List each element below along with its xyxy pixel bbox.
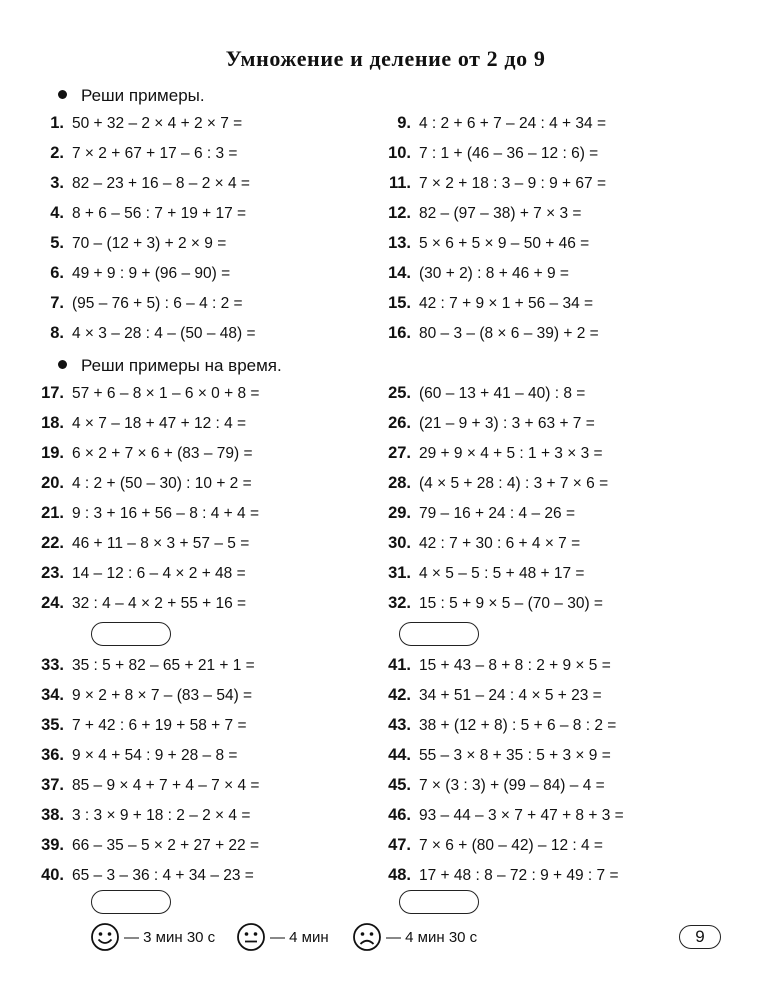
exercise-expression: 93 – 44 – 3 × 7 + 47 + 8 + 3 = [419, 807, 624, 824]
exercise-expression: 4 × 7 – 18 + 47 + 12 : 4 = [72, 415, 247, 432]
exercise-row [381, 775, 605, 796]
exercise-number: 33. [41, 656, 64, 674]
exercise-number: 40. [41, 866, 64, 884]
exercise-number: 14. [388, 264, 411, 282]
exercise-expression: 7 × 2 + 18 : 3 – 9 : 9 + 67 = [419, 175, 607, 192]
exercise-number: 38. [41, 806, 64, 824]
exercise-number: 43. [388, 716, 411, 734]
exercise-number: 29. [388, 504, 411, 522]
exercise-number: 47. [388, 836, 411, 854]
time-answer-box[interactable] [91, 622, 171, 646]
exercise-expression: (30 + 2) : 8 + 46 + 9 = [419, 265, 569, 282]
exercise-row [381, 293, 593, 314]
exercise-expression: 7 + 42 : 6 + 19 + 58 + 7 = [72, 717, 247, 734]
exercise-number: 45. [388, 776, 411, 794]
exercise-expression: 79 – 16 + 24 : 4 – 26 = [419, 505, 575, 522]
exercise-number: 5. [50, 234, 64, 252]
exercise-row [381, 503, 575, 524]
exercise-number: 26. [388, 414, 411, 432]
exercise-row [34, 835, 259, 856]
exercise-number: 28. [388, 474, 411, 492]
exercise-number: 20. [41, 474, 64, 492]
rating-label: — 3 мин 30 с [124, 929, 216, 946]
exercise-number: 11. [388, 174, 411, 192]
exercise-number: 4. [50, 204, 64, 222]
exercise-expression: 7 × 2 + 67 + 17 – 6 : 3 = [72, 145, 238, 162]
exercise-expression: 55 – 3 × 8 + 35 : 5 + 3 × 9 = [419, 747, 611, 764]
exercise-row [34, 593, 246, 614]
exercise-number: 12. [388, 204, 411, 222]
exercise-row [34, 745, 237, 766]
exercise-expression: 7 × 6 + (80 – 42) – 12 : 4 = [419, 837, 603, 854]
bullet-icon [58, 360, 67, 369]
exercise-expression: 14 – 12 : 6 – 4 × 2 + 48 = [72, 565, 246, 582]
exercise-row [34, 113, 242, 134]
exercise-number: 31. [388, 564, 411, 582]
exercise-row [381, 533, 580, 554]
exercise-row [34, 323, 256, 344]
exercise-row [381, 233, 589, 254]
rating-label: — 4 мин [270, 929, 329, 946]
exercise-expression: 49 + 9 : 9 + (96 – 90) = [72, 265, 231, 282]
page-number: 9 [679, 925, 721, 949]
bullet-icon [58, 90, 67, 99]
exercise-number: 30. [388, 534, 411, 552]
exercise-number: 24. [41, 594, 64, 612]
exercise-expression: 65 – 3 – 36 : 4 + 34 – 23 = [72, 867, 254, 884]
exercise-expression: 50 + 32 – 2 × 4 + 2 × 7 = [72, 115, 243, 132]
exercise-expression: 66 – 35 – 5 × 2 + 27 + 22 = [72, 837, 260, 854]
rating-label: — 4 мин 30 с [386, 929, 478, 946]
instruction-text: Реши примеры на время. [81, 356, 282, 375]
exercise-expression: 4 : 2 + (50 – 30) : 10 + 2 = [72, 475, 252, 492]
exercise-number: 39. [41, 836, 64, 854]
exercise-expression: 29 + 9 × 4 + 5 : 1 + 3 × 3 = [419, 445, 603, 462]
exercise-expression: 42 : 7 + 30 : 6 + 4 × 7 = [419, 535, 581, 552]
exercise-expression: 46 + 11 – 8 × 3 + 57 – 5 = [72, 535, 250, 552]
exercise-expression: (95 – 76 + 5) : 6 – 4 : 2 = [72, 295, 243, 312]
exercise-number: 8. [50, 324, 64, 342]
exercise-row [34, 443, 253, 464]
exercise-row [34, 805, 250, 826]
exercise-row [34, 233, 226, 254]
exercise-expression: 8 + 6 – 56 : 7 + 19 + 17 = [72, 205, 247, 222]
exercise-expression: 80 – 3 – (8 × 6 – 39) + 2 = [419, 325, 599, 342]
exercise-row [381, 323, 599, 344]
exercise-expression: 9 : 3 + 16 + 56 – 8 : 4 + 4 = [72, 505, 260, 522]
exercise-number: 1. [50, 114, 64, 132]
exercise-row [34, 203, 246, 224]
exercise-row [34, 715, 247, 736]
exercise-expression: 42 : 7 + 9 × 1 + 56 – 34 = [419, 295, 594, 312]
exercise-number: 2. [50, 144, 64, 162]
exercise-number: 22. [41, 534, 64, 552]
exercise-expression: 15 + 43 – 8 + 8 : 2 + 9 × 5 = [419, 657, 611, 674]
exercise-expression: 32 : 4 – 4 × 2 + 55 + 16 = [72, 595, 247, 612]
exercise-row [34, 563, 246, 584]
exercise-expression: 4 × 5 – 5 : 5 + 48 + 17 = [419, 565, 585, 582]
exercise-expression: 7 : 1 + (46 – 36 – 12 : 6) = [419, 145, 599, 162]
exercise-row [381, 263, 569, 284]
exercise-row [34, 263, 230, 284]
exercise-row [34, 413, 246, 434]
exercise-number: 25. [388, 384, 411, 402]
exercise-number: 34. [41, 686, 64, 704]
exercise-number: 16. [388, 324, 411, 342]
exercise-expression: (4 × 5 + 28 : 4) : 3 + 7 × 6 = [419, 475, 609, 492]
exercise-row [34, 775, 259, 796]
exercise-number: 27. [388, 444, 411, 462]
exercise-number: 44. [388, 746, 411, 764]
exercise-number: 19. [41, 444, 64, 462]
exercise-row [381, 203, 581, 224]
page-title: Умножение и деление от 2 до 9 [225, 46, 546, 71]
exercise-expression: 9 × 2 + 8 × 7 – (83 – 54) = [72, 687, 253, 704]
exercise-expression: 4 : 2 + 6 + 7 – 24 : 4 + 34 = [419, 115, 607, 132]
exercise-number: 3. [50, 174, 64, 192]
exercise-number: 18. [41, 414, 64, 432]
exercise-number: 48. [388, 866, 411, 884]
exercise-row [381, 443, 603, 464]
exercise-row [381, 383, 585, 404]
exercise-expression: 6 × 2 + 7 × 6 + (83 – 79) = [72, 445, 253, 462]
exercise-row [381, 805, 624, 826]
time-answer-box[interactable] [399, 890, 479, 914]
instruction-1 [58, 86, 205, 106]
time-answer-box[interactable] [399, 622, 479, 646]
exercise-row [381, 745, 611, 766]
exercise-number: 42. [388, 686, 411, 704]
exercise-row [34, 473, 252, 494]
exercise-row [381, 715, 616, 736]
exercise-number: 21. [41, 504, 64, 522]
exercise-expression: 57 + 6 – 8 × 1 – 6 × 0 + 8 = [72, 385, 260, 402]
exercise-number: 17. [41, 384, 64, 402]
exercise-expression: (21 – 9 + 3) : 3 + 63 + 7 = [419, 415, 595, 432]
exercise-expression: 3 : 3 × 9 + 18 : 2 – 2 × 4 = [72, 807, 251, 824]
exercise-row [381, 655, 611, 676]
exercise-number: 41. [388, 656, 411, 674]
exercise-expression: 35 : 5 + 82 – 65 + 21 + 1 = [72, 657, 255, 674]
exercise-number: 7. [50, 294, 64, 312]
exercise-expression: 70 – (12 + 3) + 2 × 9 = [72, 235, 227, 252]
instruction-2 [58, 356, 282, 376]
exercise-row [381, 685, 602, 706]
exercise-number: 46. [388, 806, 411, 824]
exercise-expression: 34 + 51 – 24 : 4 × 5 + 23 = [419, 687, 602, 704]
exercise-row [34, 865, 254, 886]
exercise-number: 32. [388, 594, 411, 612]
exercise-number: 23. [41, 564, 64, 582]
happy-face-icon [90, 922, 120, 952]
exercise-expression: 17 + 48 : 8 – 72 : 9 + 49 : 7 = [419, 867, 619, 884]
exercise-number: 9. [397, 114, 411, 132]
instruction-text: Реши примеры. [81, 86, 205, 105]
exercise-row [34, 503, 259, 524]
exercise-row [34, 383, 259, 404]
exercise-row [381, 113, 606, 134]
exercise-row [34, 655, 255, 676]
exercise-expression: 4 × 3 – 28 : 4 – (50 – 48) = [72, 325, 256, 342]
exercise-expression: 82 – 23 + 16 – 8 – 2 × 4 = [72, 175, 250, 192]
exercise-row [34, 533, 249, 554]
exercise-row [381, 473, 608, 494]
exercise-row [381, 835, 603, 856]
exercise-row [381, 593, 603, 614]
exercise-row [34, 685, 252, 706]
exercise-row [381, 173, 606, 194]
exercise-number: 37. [41, 776, 64, 794]
sad-face-icon [352, 922, 382, 952]
exercise-expression: 15 : 5 + 9 × 5 – (70 – 30) = [419, 595, 603, 612]
exercise-expression: 85 – 9 × 4 + 7 + 4 – 7 × 4 = [72, 777, 260, 794]
exercise-row [381, 563, 584, 584]
exercise-expression: 9 × 4 + 54 : 9 + 28 – 8 = [72, 747, 238, 764]
exercise-number: 35. [41, 716, 64, 734]
exercise-row [381, 865, 619, 886]
exercise-number: 6. [50, 264, 64, 282]
exercise-number: 13. [388, 234, 411, 252]
exercise-row [34, 143, 237, 164]
exercise-expression: 7 × (3 : 3) + (99 – 84) – 4 = [419, 777, 605, 794]
exercise-expression: (60 – 13 + 41 – 40) : 8 = [419, 385, 586, 402]
exercise-row [34, 293, 243, 314]
exercise-row [381, 143, 598, 164]
exercise-expression: 82 – (97 – 38) + 7 × 3 = [419, 205, 582, 222]
exercise-number: 10. [388, 144, 411, 162]
neutral-face-icon [236, 922, 266, 952]
exercise-row [34, 173, 250, 194]
exercise-number: 15. [388, 294, 411, 312]
exercise-expression: 38 + (12 + 8) : 5 + 6 – 8 : 2 = [419, 717, 617, 734]
exercise-number: 36. [41, 746, 64, 764]
exercise-row [381, 413, 595, 434]
time-answer-box[interactable] [91, 890, 171, 914]
exercise-expression: 5 × 6 + 5 × 9 – 50 + 46 = [419, 235, 590, 252]
